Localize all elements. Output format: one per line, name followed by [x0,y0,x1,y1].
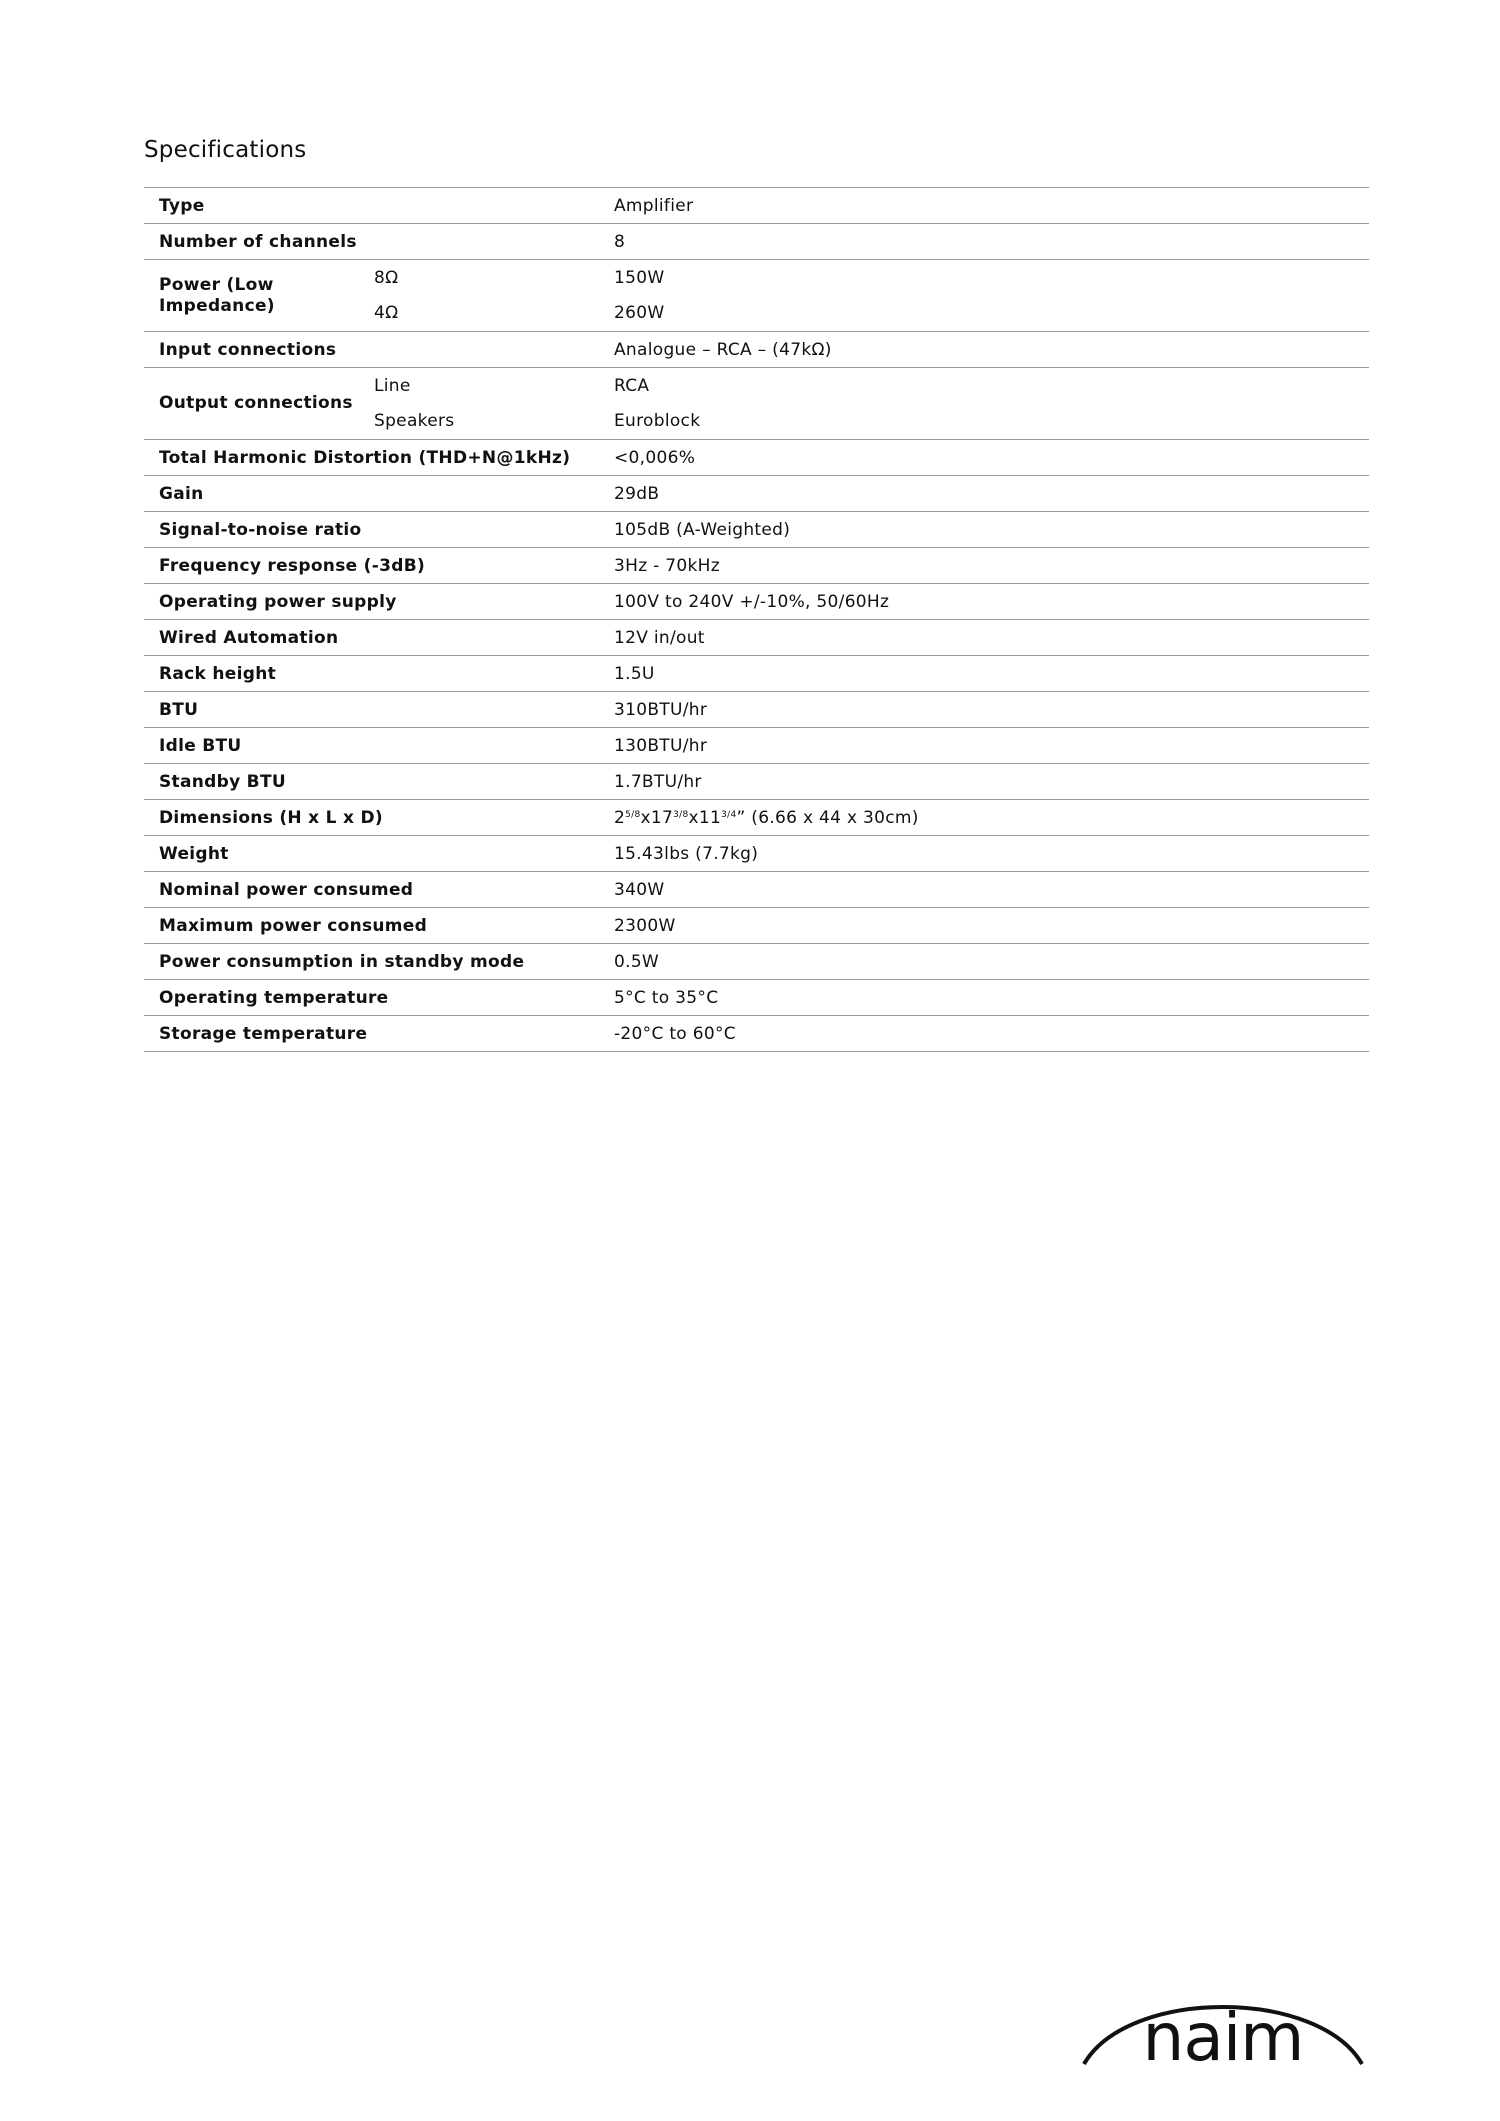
row-label: Wired Automation [159,627,339,648]
table-row [144,548,1369,584]
row-value: 150W [614,267,665,288]
sub-label: Speakers [374,411,455,432]
table-row [144,980,1369,1016]
table-row [144,584,1369,620]
row-value: 1.7BTU/hr [614,771,702,792]
table-row [144,908,1369,944]
table-row-group [144,368,1369,440]
dim-metric: ” (6.66 x 44 x 30cm) [736,807,919,828]
row-value: 0.5W [614,951,660,972]
row-value: <0,006% [614,447,696,468]
table-row [144,188,1369,224]
row-label: Frequency response (-3dB) [159,555,426,576]
dim-height-fraction: 5/8 [625,809,641,820]
row-label: Signal-to-noise ratio [159,519,362,540]
naim-logo-icon [1078,1968,1368,2068]
sub-value-column [614,260,1369,331]
row-label: Standby BTU [159,771,286,792]
row-value: 310BTU/hr [614,699,708,720]
sub-label: 4Ω [374,303,399,324]
dim-separator: x17 [640,807,674,828]
row-label: Number of channels [159,231,357,252]
dim-length-fraction: 3/8 [673,809,689,820]
row-value: 105dB (A-Weighted) [614,519,791,540]
sub-label-column [374,260,614,331]
row-value: 3Hz - 70kHz [614,555,720,576]
sub-value-column [614,368,1369,439]
row-label: Dimensions (H x L x D) [159,807,383,828]
dim-separator: x11 [688,807,722,828]
row-value: 5°C to 35°C [614,987,719,1008]
row-value: Analogue – RCA – (47kΩ) [614,339,832,360]
row-value: RCA [614,375,650,396]
row-label: Type [159,195,205,216]
row-label: Gain [159,483,204,504]
row-value: 1.5U [614,663,655,684]
row-label [144,260,374,331]
row-value: 100V to 240V +/-10%, 50/60Hz [614,591,890,612]
table-row [144,872,1369,908]
row-value: 260W [614,303,665,324]
table-row [144,944,1369,980]
row-label: Total Harmonic Distortion (THD+N@1kHz) [159,447,571,468]
row-label: Operating power supply [159,591,397,612]
power-label-text: Power (Low Impedance) [159,274,275,316]
table-row [144,836,1369,872]
row-label: Operating temperature [159,987,389,1008]
sub-label: 8Ω [374,267,399,288]
table-row [144,800,1369,836]
row-label: Idle BTU [159,735,242,756]
table-row [144,476,1369,512]
table-row [144,656,1369,692]
naim-logo-svg [1078,1968,1368,2068]
logo-text: naim [1142,1999,1304,2068]
table-row-group [144,260,1369,332]
table-row [144,224,1369,260]
spec-table [144,187,1369,1052]
row-label: Storage temperature [159,1023,368,1044]
row-label: Weight [159,843,229,864]
row-value: 12V in/out [614,627,705,648]
dimensions-value [614,808,1369,828]
sub-label: Line [374,375,411,396]
table-row [144,332,1369,368]
dim-height-whole: 2 [614,807,626,828]
table-row [144,692,1369,728]
row-label: Input connections [159,339,337,360]
table-row [144,512,1369,548]
dim-depth-fraction: 3/4 [721,809,737,820]
row-value: 15.43lbs (7.7kg) [614,843,759,864]
row-value: 130BTU/hr [614,735,708,756]
page-title: Specifications [144,137,307,163]
row-value: -20°C to 60°C [614,1023,736,1044]
row-value: 2300W [614,915,676,936]
row-label: Output connections [159,393,353,413]
row-value: 29dB [614,483,660,504]
row-value: 8 [614,231,626,252]
row-label: Rack height [159,663,277,684]
row-value: Amplifier [614,195,694,216]
table-row [144,764,1369,800]
row-label: Maximum power consumed [159,915,428,936]
table-row [144,440,1369,476]
table-row [144,1016,1369,1052]
sub-label-column [374,368,614,439]
row-label: BTU [159,699,199,720]
row-label: Power consumption in standby mode [159,951,525,972]
row-value: 340W [614,879,665,900]
table-row [144,620,1369,656]
row-value: Euroblock [614,411,701,432]
table-row [144,728,1369,764]
row-label: Nominal power consumed [159,879,414,900]
